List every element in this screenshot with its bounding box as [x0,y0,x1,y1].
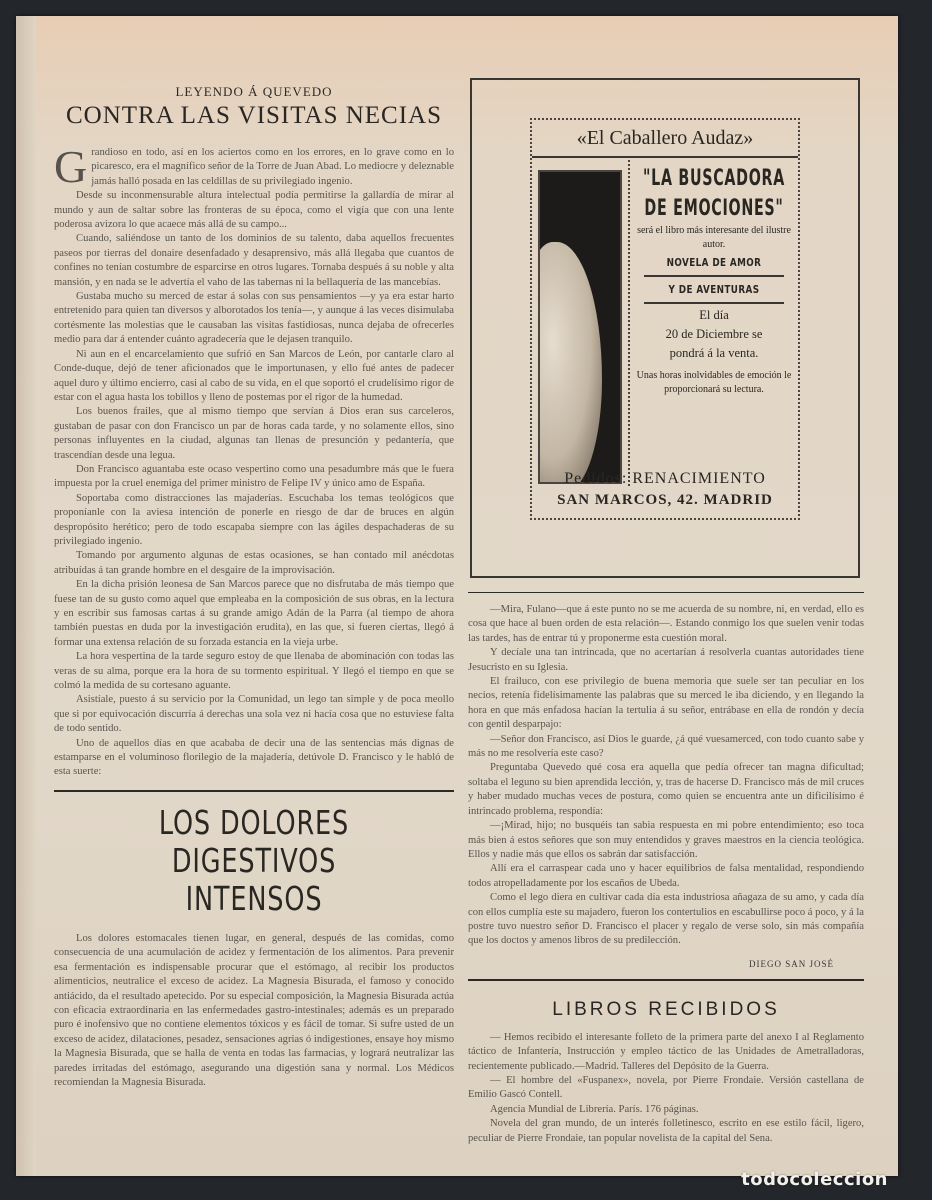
ad-orders-label: Pedidos: [564,470,628,487]
ad-genre-line1: NOVELA DE AMOR [666,256,762,269]
watermark-logo: todocoleccion [741,1169,888,1190]
article-paragraph: El frailuco, con ese privilegio de buena memoria que suele ser tan peculiar en los necios, retenía fidelísimamente las palabras que su merced le iba diciendo, y en llegando la hora en que más enfadosa hacían la tertulia á su señor, entrábase en ella de rondón y decía con gentil desparpajo: [468,676,864,731]
article-paragraph: — El hombre del «Fuspanex», novela, por Pierre Frondaie. Versión castellana de Emilio Gascó Contell. [468,1074,864,1101]
author-portrait-photo [538,170,622,484]
ad-text-block [636,164,792,397]
article-paragraph: Desde su inconmensurable altura intelectual podía permitirse la gallardía de mirar al mundo y aun de saltar sobre las fronteras de su época, como el vigía que con una lente poderosa avizora lo que acaece más allá de su campo... [54,190,454,231]
article-paragraph: Los buenos frailes, que al mismo tiempo que servían á Dios eran sus carceleros, gustaban de pasar con don Francisco un par de horas cada tarde, y no solamente ellos, sino personas influyentes en la ciudad, algunas tan llenas de presunción y pedantería, que trascendían desde una legua. [54,406,454,461]
ad-tagline: será el libro más interesante del ilustre autor. [637,225,791,250]
article-paragraph: —¡Mirad, hijo; no busquéis tan sabia respuesta en mi pobre entendimiento; eso toca más bien á estos señores que son muy entendidos y graves maestros en la ciencia teológica. Ellos y nadie más que ellos os sabrán dar satisfacción. [468,820,864,860]
article-paragraph: — Hemos recibido el interesante folleto de la primera parte del anexo I al Reglamento táctico de Infantería, Instrucción y empleo táctico de las Unidades de Ametralladoras, recientemente publicado.—Madrid. Talleres del Depósito de la Guerra. [468,1031,864,1072]
article-paragraph: Soportaba como distracciones las majaderías. Escuchaba los temas teológicos que proponíanle con la aviesa intención de ponerle en riesgo de dar de bruces en algún despropósito herético; pero de todo escapaba siempre con las ágiles despachaderas de su privilegiado ingenio. [54,492,454,547]
article-paragraph: —Mira, Fulano—que á este punto no se me acuerda de su nombre, ni, en verdad, ello es cosa que hace al buen orden de esta relación—. Estando conmigo los que suelen venir todas las tardes, has de entrar tú y proponerme esta cuestión moral. [468,604,864,644]
section-divider [54,790,454,792]
section-divider [468,979,864,981]
article-paragraph: Allí era el carraspear cada uno y hacer equilibrios de falsa mentalidad, respondiendo todos atropelladamente por los escaños de Ubeda. [468,863,864,889]
page-edge-shadow [16,16,36,1176]
book-advertisement [470,78,860,578]
article-title-libros-recibidos: LIBROS RECIBIDOS [552,998,780,1020]
left-column [54,78,454,1090]
ad-orders [538,468,792,510]
article-paragraph: Los dolores estomacales tienen lugar, en general, después de las comidas, como consecuencia de una acumulación de acidez y fermentación de los alimentos. Para prevenir esa fermentación es indispensable procurar que el estómago, al recibir los productos alimenticios, neutralice el exceso de acidez. La Magnesia Bisurada, el famoso y conocido antiácido, da el resultado apetecido. Por su especial composición, la Magnesia Bisurada actúa con eficacia extraordinaria en las enfermedades gastro-intestinales; además es un preparado puro é inofensivo que no contiene elementos tóxicos y es fácil de tomar. Si sufre usted de un exceso de acidez, dilataciones, pesadez, sensaciones agrias ó indigestiones, ensaye hoy mismo la Magnesia Bisurada, que se halla de venta en todas las farmacias, y logrará neutralizar las paredes irritadas del estómago, asegurando una digestión sana y normal. Los Médicos recomiendan la Magnesia Bisurada. [54,932,454,1088]
article-paragraph: Don Francisco aguantaba este ocaso vespertino como una pesadumbre más que le fuera impuesta por la cruel enemiga del primer ministro de Felipe IV y único amo de España. [54,463,454,490]
article-title-visitas-necias: CONTRA LAS VISITAS NECIAS [65,102,443,129]
article-paragraph: Agencia Mundial de Librería. París. 176 páginas. [490,1103,699,1115]
article-paragraph: Asistíale, puesto á su servicio por la Comunidad, un lego tan simple y de poca meollo que si por equivocación discurría á derechas una sola vez ni hacía cosa que no estuviese falta de todo sentido. [54,694,454,735]
article-paragraph: Como el lego diera en cultivar cada día esta industriosa añagaza de su amo, y cada día con ellos cumplía este su majadero, fueron los contertulios en escabullirse poco á poco, y á la postre tuvo nuestro señor D. Francisco el placer y regalo de verse solo, sin más compañía que los doctos y amenos libros de su predilección. [468,892,864,947]
portrait-face-profile [538,242,602,484]
article-signature: DIEGO SAN JOSÉ [748,958,834,969]
ad-inner-frame [530,118,800,520]
article-paragraph: Novela del gran mundo, de un interés folletinesco, escrito en ese estilo fácil, ligero, peculiar de Pierre Frondaie, tan popular novelista de la capital del Sena. [468,1118,864,1144]
ad-rule [644,275,784,277]
ad-publisher: RENACIMIENTO [632,470,766,487]
ad-release-date: El día 20 de Diciembre se pondrá á la venta. [665,308,763,360]
article-paragraph: En la dicha prisión leonesa de San Marcos parece que no disfrutaba de más tiempo que fuese tan de su gusto como aquel que empleaba en la composición de sus obras, en la lectura y en escribir sus famosas cartas á su grande amigo Adán de la Parra (al tiempo de ahora también puestas en duda por la investigación erudita), en las que, si fueren ciertas, llegó á formar una extensa relación de su forzada estancia en la vieja urbe. [54,579,454,648]
article-paragraph: Gustaba mucho su merced de estar á solas con sus pensamientos —y ya era estar harto entretenido para quien tan diversos y alborotados los tenía—, y aunque á las veces disimulaba cortésmente las molestias que le causaban las visitas fastidiosas, nunca dejaba de ofrecerles medio para dar á entender cuánto agradecería que le dejasen tranquilo. [54,291,454,346]
article-paragraph: Cuando, saliéndose un tanto de los dominios de su talento, daba aquellos frecuentes paseos por tierras del donaire desenfadado y desaprensivo, más allá llegaba que cuantos de confines no tenían costumbre de esparcirse en otros lugares. Tornaba después á su noble y alta mansión, y en nada se le advertía el vaho de las tabernas ni la bellaquería de las mancebías. [54,233,454,288]
magazine-page [16,16,898,1176]
ad-genre-line2: Y DE AVENTURAS [668,283,760,296]
ad-column-divider [628,160,630,486]
article-paragraph: Preguntaba Quevedo qué cosa era aquella que pedía ofrecer tan magna dificultad; soltaba el leguno su bien aprendida lección, y, tras de hacerse D. Francisco más de mil cruces y haber mudado muchas veces de postura, como quien se encuentra ante un dificilísimo é intrincado problema, respondía: [468,762,864,817]
article-kicker: LEYENDO Á QUEVEDO [175,84,333,99]
article-paragraph: Tomando por argumento algunas de estas ocasiones, se han contado mil anécdotas atribuídas á tan grande hombre en el desgaire de la improvisación. [54,550,454,576]
article-paragraph: Y decíale una tan intrincada, que no acertarían á resolverla cuantas autoridades tiene Jesucristo en su Iglesia. [468,647,864,673]
article-paragraph: —Señor don Francisco, así Dios le guarde, ¿á qué vuesamerced, con todo cuanto sabe y más no me resolvería este caso? [468,733,864,760]
article-paragraph: Ni aun en el encarcelamiento que sufrió en San Marcos de León, por cantarle claro al Conde-duque, dejó de tener aficionados que le importunasen, y ello fué antes de padecer aquel duro y último encierro, casi al cabo de su vida, en el que soportó el crudelísimo rigor de estar con el agua hasta los tobillos y lleno de postemas por el rigor de la humedad. [54,348,454,403]
section-divider [468,592,864,593]
article-paragraph: Uno de aquellos días en que acababa de decir una de las sentencias más dignas de estamparse en el voluminoso florilegio de la majadería, detúvole D. Francisco y le habló de esta suerte: [54,737,454,778]
ad-book-title: "LA BUSCADORA DE EMOCIONES" [643,166,785,221]
ad-author: «El Caballero Audaz» [532,120,798,158]
ad-address: SAN MARCOS, 42. MADRID [557,492,773,508]
article-paragraph: Grandioso en todo, así en los aciertos como en los errores, en lo grave como en lo picaresco, era el magnífico señor de la Torre de Juan Abad. Lo mediocre y deleznable jamás halló posada en las celdillas de su privilegiado ingenio. [54,141,454,192]
ad-rule [644,302,784,304]
drop-cap: G [54,141,88,192]
article-paragraph: La hora vespertina de la tarde seguro estoy de que llenaba de abominación con todas las veras de su alma, porque era la hora de su tormento espiritual. Y llegó el tiempo en que se colmó la medida de su cortesano aguante. [54,651,454,692]
article-title-dolores-digestivos: LOS DOLORES DIGESTIVOS INTENSOS [158,802,350,918]
ad-promo: Unas horas inolvidables de emoción le proporcionará su lectura. [636,370,792,395]
right-column [468,78,864,1146]
